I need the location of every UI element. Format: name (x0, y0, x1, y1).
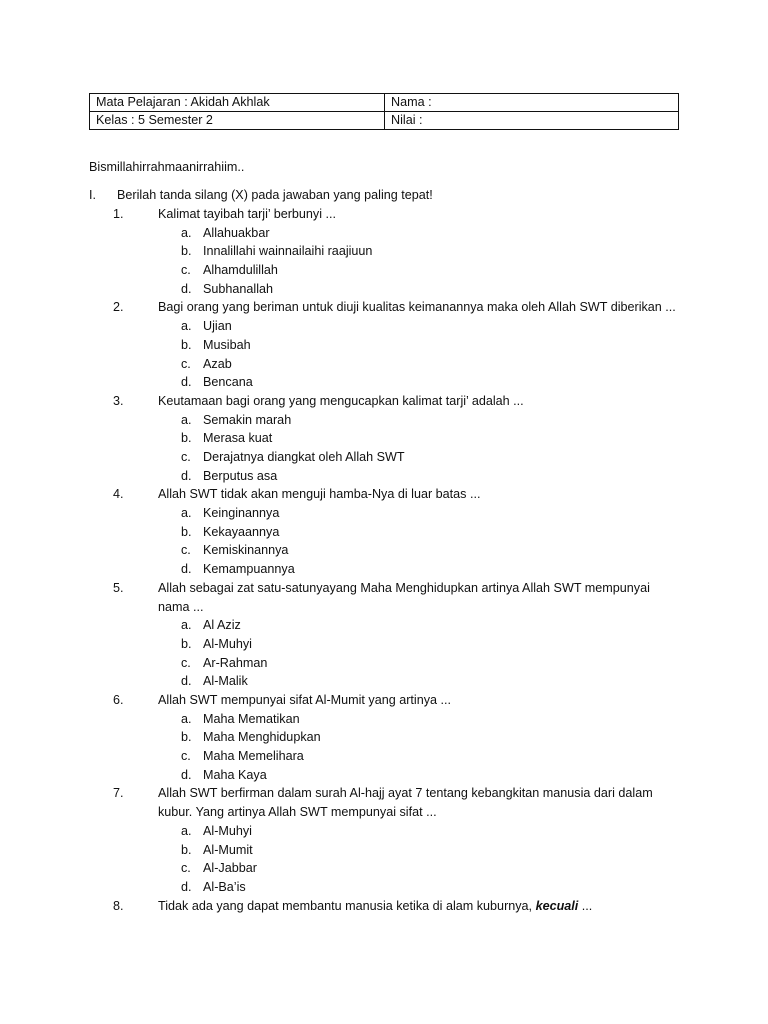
option-letter: d. (181, 879, 192, 894)
greeting: Bismillahirrahmaanirrahiim.. (89, 160, 245, 174)
option-text: Maha Mematikan (203, 711, 300, 726)
subject-cell: Mata Pelajaran : Akidah Akhlak (90, 94, 385, 112)
option-text: Maha Menghidupkan (203, 730, 321, 745)
class-cell: Kelas : 5 Semester 2 (90, 112, 385, 130)
answer-option (89, 317, 689, 336)
option-text: Al-Mumit (203, 842, 253, 857)
option-text: Al-Ba’is (203, 879, 246, 894)
answer-option (89, 523, 689, 542)
option-text: Keinginannya (203, 506, 280, 521)
question-item (89, 579, 689, 616)
option-text: Al-Muhyi (203, 823, 252, 838)
question-number: 2. (113, 300, 124, 315)
question-number: 8. (113, 898, 124, 913)
question-item (89, 691, 689, 710)
option-letter: b. (181, 636, 192, 651)
option-letter: d. (181, 468, 192, 483)
option-letter: c. (181, 263, 191, 278)
answer-option (89, 467, 689, 486)
option-letter: a. (181, 823, 192, 838)
question-text: Keutamaan bagi orang yang mengucapkan kalimat tarji’ adalah ... (158, 393, 524, 408)
option-text: Ar-Rahman (203, 655, 268, 670)
header-row (90, 94, 679, 112)
option-text: Allahuakbar (203, 225, 270, 240)
option-text: Ujian (203, 319, 232, 334)
answer-option (89, 859, 689, 878)
answer-option (89, 672, 689, 691)
option-letter: b. (181, 730, 192, 745)
option-text: Maha Memelihara (203, 749, 304, 764)
answer-option (89, 766, 689, 785)
option-letter: c. (181, 543, 191, 558)
option-text: Kekayaannya (203, 524, 280, 539)
question-item (89, 784, 689, 821)
question-text: Allah SWT tidak akan menguji hamba-Nya di luar batas ... (158, 487, 481, 502)
section-numeral: I. (89, 188, 96, 202)
option-text: Azab (203, 356, 232, 371)
option-letter: b. (181, 842, 192, 857)
answer-option (89, 710, 689, 729)
answer-option (89, 224, 689, 243)
question-number: 3. (113, 393, 124, 408)
question-item (89, 485, 689, 504)
option-letter: d. (181, 674, 192, 689)
answer-option (89, 560, 689, 579)
option-letter: a. (181, 412, 192, 427)
question-text: Kalimat tayibah tarji’ berbunyi ... (158, 207, 337, 221)
answer-option (89, 373, 689, 392)
question-number: 7. (113, 786, 124, 801)
option-text: Semakin marah (203, 412, 292, 427)
question-text: Bagi orang yang beriman untuk diuji kualitas keimanannya maka oleh Allah SWT diberikan ... (158, 300, 676, 315)
header-row (90, 112, 679, 130)
question-text: Allah sebagai zat satu-satunyayang Maha Menghidupkan artinya Allah SWT mempunyai nama ... (158, 580, 650, 614)
question-number: 6. (113, 692, 124, 707)
answer-option (89, 822, 689, 841)
question-item (89, 392, 689, 411)
answer-option (89, 878, 689, 897)
option-letter: c. (181, 356, 191, 371)
question-text: Allah SWT mempunyai sifat Al-Mumit yang artinya ... (158, 692, 452, 707)
option-letter: d. (181, 767, 192, 782)
section-instruction: Berilah tanda silang (X) pada jawaban yang paling tepat! (117, 188, 433, 202)
option-letter: c. (181, 655, 191, 670)
option-letter: d. (181, 281, 192, 296)
option-letter: a. (181, 506, 192, 521)
answer-option (89, 616, 689, 635)
answer-option (89, 411, 689, 430)
option-text: Alhamdulillah (203, 263, 278, 278)
option-text: Al Aziz (203, 618, 241, 633)
header-table (89, 93, 679, 130)
option-text: Bencana (203, 375, 253, 390)
question-text-part: Tidak ada yang dapat membantu manusia ketika di alam kuburnya, (158, 898, 536, 913)
option-letter: c. (181, 861, 191, 876)
question-emphasis: kecuali (535, 898, 579, 913)
option-text: Subhanallah (203, 281, 274, 296)
question-number: 4. (113, 487, 124, 502)
option-text: Musibah (203, 337, 251, 352)
option-letter: a. (181, 225, 192, 240)
question-text: Allah SWT berfirman dalam surah Al-hajj ayat 7 tentang kebangkitan manusia dari dalam kubur. Yang artinya Allah SWT mempunyai sifat ... (158, 786, 653, 820)
answer-option (89, 429, 689, 448)
option-letter: b. (181, 431, 192, 446)
score-cell: Nilai : (385, 112, 679, 130)
option-text: Innalillahi wainnailaihi raajiuun (203, 244, 373, 259)
option-text: Al-Muhyi (203, 636, 252, 651)
option-letter: d. (181, 562, 192, 577)
question-text-part: ... (578, 898, 593, 913)
question-number: 5. (113, 580, 124, 595)
answer-option (89, 654, 689, 673)
option-letter: a. (181, 618, 192, 633)
answer-option (89, 280, 689, 299)
option-text: Kemampuannya (203, 562, 295, 577)
question-item (89, 298, 689, 317)
option-text: Kemiskinannya (203, 543, 289, 558)
option-text: Al-Malik (203, 674, 248, 689)
option-letter: b. (181, 524, 192, 539)
option-letter: b. (181, 244, 192, 259)
option-text: Derajatnya diangkat oleh Allah SWT (203, 449, 405, 464)
option-text: Maha Kaya (203, 767, 267, 782)
answer-option (89, 355, 689, 374)
option-text: Merasa kuat (203, 431, 273, 446)
name-cell: Nama : (385, 94, 679, 112)
question-number: 1. (113, 207, 124, 221)
answer-option (89, 728, 689, 747)
answer-option (89, 635, 689, 654)
option-text: Al-Jabbar (203, 861, 257, 876)
option-letter: c. (181, 449, 191, 464)
question-list (89, 205, 689, 915)
option-text: Berputus asa (203, 468, 278, 483)
answer-option (89, 242, 689, 261)
answer-option (89, 747, 689, 766)
answer-option (89, 336, 689, 355)
option-letter: d. (181, 375, 192, 390)
option-letter: a. (181, 319, 192, 334)
answer-option (89, 448, 689, 467)
option-letter: b. (181, 337, 192, 352)
answer-option (89, 541, 689, 560)
question-item (89, 205, 689, 224)
option-letter: a. (181, 711, 192, 726)
answer-option (89, 841, 689, 860)
question-text (158, 897, 683, 916)
question-item (89, 897, 689, 916)
option-letter: c. (181, 749, 191, 764)
answer-option (89, 504, 689, 523)
answer-option (89, 261, 689, 280)
